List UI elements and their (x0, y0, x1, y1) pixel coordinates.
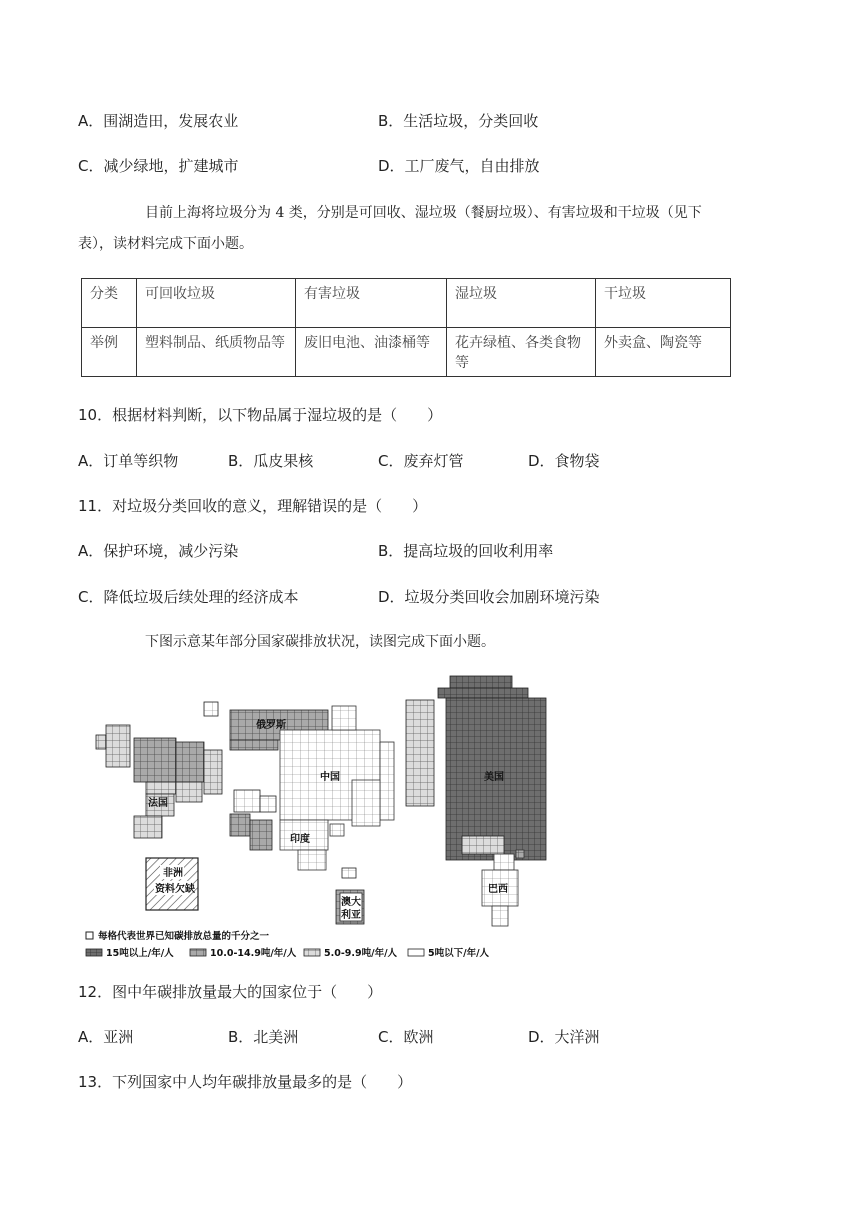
q9-option-a: A．围湖造田，发展农业 (78, 112, 239, 130)
label-india: 印度 (290, 834, 310, 845)
q9-option-b: B．生活垃圾，分类回收 (378, 112, 539, 130)
legend-item-1: 15吨以上/年/人 (106, 948, 174, 959)
table-cell: 分类 (82, 279, 137, 328)
label-russia: 俄罗斯 (256, 720, 286, 731)
usa-block (406, 676, 546, 860)
q12-option-a: A．亚洲 (78, 1028, 134, 1046)
table-cell: 花卉绿植、各类食物等 (447, 328, 596, 377)
q13-stem: 13．下列国家中人均年碳排放量最多的是（ ） (78, 1073, 413, 1091)
table-row (82, 328, 731, 377)
garbage-classification-table (81, 278, 731, 377)
label-china: 中国 (320, 772, 340, 783)
table-cell: 外卖盒、陶瓷等 (596, 328, 731, 377)
q11-option-b: B．提高垃圾的回收利用率 (378, 542, 554, 560)
table-cell: 有害垃圾 (296, 279, 447, 328)
label-australia-1: 澳大 (341, 897, 361, 908)
label-brazil: 巴西 (488, 884, 508, 895)
q9-option-d: D．工厂废气，自由排放 (378, 157, 540, 175)
legend-item-4: 5吨以下/年/人 (428, 948, 490, 959)
q10-option-c: C．废弃灯管 (378, 452, 464, 470)
material1-line1: 目前上海将垃圾分为 4 类，分别是可回收、湿垃圾（餐厨垃圾）、有害垃圾和干垃圾（见下 (145, 205, 702, 221)
map-legend (86, 930, 490, 959)
table-cell: 湿垃圾 (447, 279, 596, 328)
q11-option-c: C．降低垃圾后续处理的经济成本 (78, 588, 299, 606)
q12-option-c: C．欧洲 (378, 1028, 434, 1046)
table-cell: 干垃圾 (596, 279, 731, 328)
label-australia-2: 利亚 (341, 910, 361, 921)
legend-item-3: 5.0-9.9吨/年/人 (324, 948, 398, 959)
q12-option-d: D．大洋洲 (528, 1028, 600, 1046)
label-africa: 非洲 (163, 868, 183, 879)
table-cell: 可回收垃圾 (137, 279, 296, 328)
label-france: 法国 (148, 798, 168, 809)
q10-option-a: A．订单等织物 (78, 452, 179, 470)
europe-blocks (96, 702, 222, 838)
q11-option-d: D．垃圾分类回收会加剧环境污染 (378, 588, 600, 606)
material1-line2: 表），读材料完成下面小题。 (78, 236, 253, 252)
q10-option-b: B．瓜皮果核 (228, 452, 314, 470)
label-africa-note: 资料欠缺 (155, 884, 195, 895)
q9-option-c: C．减少绿地，扩建城市 (78, 157, 239, 175)
table-cell: 举例 (82, 328, 137, 377)
legend-item-2: 10.0-14.9吨/年/人 (210, 948, 297, 959)
q12-option-b: B．北美洲 (228, 1028, 299, 1046)
carbon-emission-map (84, 670, 554, 965)
q11-stem: 11．对垃圾分类回收的意义，理解错误的是（ ） (78, 497, 428, 515)
india-block (280, 820, 344, 870)
table-cell: 塑料制品、纸质物品等 (137, 328, 296, 377)
legend-title: 每格代表世界已知碳排放总量的千分之一 (98, 931, 270, 942)
table-row (82, 279, 731, 328)
q12-stem: 12．图中年碳排放量最大的国家位于（ ） (78, 983, 383, 1001)
q10-stem: 10．根据材料判断，以下物品属于湿垃圾的是（ ） (78, 406, 443, 424)
q11-option-a: A．保护环境，减少污染 (78, 542, 239, 560)
label-usa: 美国 (484, 772, 504, 783)
q10-option-d: D．食物袋 (528, 452, 600, 470)
table-cell: 废旧电池、油漆桶等 (296, 328, 447, 377)
material2: 下图示意某年部分国家碳排放状况，读图完成下面小题。 (145, 634, 495, 650)
